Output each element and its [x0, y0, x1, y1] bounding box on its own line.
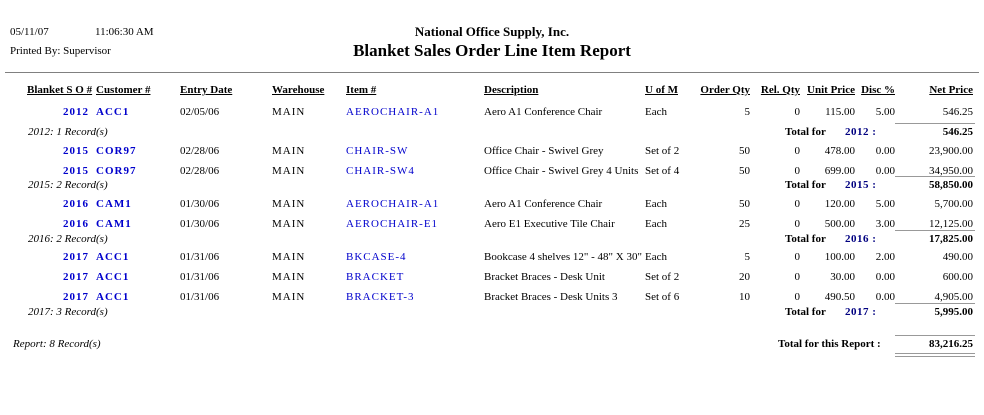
report-record-count: Report: 8 Record(s) [13, 338, 101, 350]
cell-item-number[interactable]: BRACKET-3 [346, 291, 415, 303]
cell-disc-pct: 5.00 [875, 198, 895, 210]
cell-net-price: 34,950.00 [929, 165, 973, 177]
cell-disc-pct: 2.00 [875, 251, 895, 263]
group-total-label: Total for [785, 233, 826, 245]
cell-unit-price: 30.00 [830, 271, 855, 283]
group-record-count: 2012: 1 Record(s) [28, 126, 108, 138]
cell-order-qty: 5 [744, 251, 750, 263]
cell-order-qty: 50 [739, 145, 750, 157]
cell-item-number[interactable]: BKCASE-4 [346, 251, 407, 263]
report-total-label: Total for this Report : [778, 338, 881, 350]
cell-disc-pct: 3.00 [875, 218, 895, 230]
cell-unit-price: 100.00 [824, 251, 855, 263]
cell-blanket-so-number[interactable]: 2015 [63, 145, 89, 157]
cell-customer-number[interactable]: COR97 [96, 145, 137, 157]
table-row [0, 106, 984, 120]
cell-item-number[interactable]: CHAIR-SW [346, 145, 409, 157]
cell-unit-price: 490.50 [824, 291, 855, 303]
cell-item-number[interactable]: CHAIR-SW4 [346, 165, 415, 177]
cell-disc-pct: 0.00 [875, 145, 895, 157]
cell-order-qty: 50 [739, 198, 750, 210]
report-footer-row [0, 338, 984, 352]
report-total-amount: 83,216.25 [929, 338, 973, 350]
cell-uom: Each [645, 218, 667, 230]
group-total-year: 2012 : [845, 126, 877, 138]
group-footer-row [0, 233, 984, 247]
header-blanket-so[interactable]: Blanket S O # [27, 84, 93, 96]
cell-rel-qty: 0 [794, 145, 800, 157]
total-overline [895, 123, 975, 124]
cell-net-price: 600.00 [942, 271, 973, 283]
total-overline [895, 303, 975, 304]
header-item[interactable]: Item # [346, 84, 377, 96]
header-disc-pct[interactable]: Disc % [861, 84, 895, 96]
cell-warehouse: MAIN [272, 106, 306, 118]
cell-description: Aero E1 Executive Tile Chair [484, 218, 615, 230]
header-unit-price[interactable]: Unit Price [807, 84, 855, 96]
cell-description: Bracket Braces - Desk Unit [484, 271, 605, 283]
table-row [0, 145, 984, 159]
cell-rel-qty: 0 [794, 251, 800, 263]
header-rel-qty[interactable]: Rel. Qty [760, 84, 800, 96]
cell-description: Office Chair - Swivel Grey [484, 145, 604, 157]
cell-warehouse: MAIN [272, 165, 306, 177]
cell-net-price: 23,900.00 [929, 145, 973, 157]
table-row [0, 271, 984, 285]
cell-rel-qty: 0 [794, 106, 800, 118]
cell-description: Aero A1 Conference Chair [484, 106, 603, 118]
cell-entry-date: 02/05/06 [180, 106, 220, 118]
cell-blanket-so-number[interactable]: 2017 [63, 251, 89, 263]
cell-blanket-so-number[interactable]: 2016 [63, 218, 89, 230]
cell-item-number[interactable]: BRACKET [346, 271, 405, 283]
cell-net-price: 12,125.00 [929, 218, 973, 230]
cell-description: Bracket Braces - Desk Units 3 [484, 291, 618, 303]
cell-unit-price: 120.00 [824, 198, 855, 210]
header-uom[interactable]: U of M [645, 84, 678, 96]
company-name: National Office Supply, Inc. [414, 24, 570, 39]
print-time: 11:06:30 AM [95, 26, 154, 38]
table-row [0, 198, 984, 212]
group-total-amount: 17,825.00 [929, 233, 973, 245]
cell-warehouse: MAIN [272, 251, 306, 263]
group-record-count: 2017: 3 Record(s) [28, 306, 108, 318]
header-net-price[interactable]: Net Price [929, 84, 973, 96]
cell-unit-price: 699.00 [824, 165, 855, 177]
cell-warehouse: MAIN [272, 198, 306, 210]
page-title: Blanket Sales Order Line Item Report [353, 41, 631, 60]
cell-description: Bookcase 4 shelves 12" - 48" X 30" [484, 251, 642, 263]
cell-rel-qty: 0 [794, 271, 800, 283]
cell-order-qty: 50 [739, 165, 750, 177]
group-record-count: 2015: 2 Record(s) [28, 179, 108, 191]
cell-disc-pct: 0.00 [875, 271, 895, 283]
table-row [0, 291, 984, 305]
cell-warehouse: MAIN [272, 271, 306, 283]
cell-net-price: 4,905.00 [934, 291, 973, 303]
cell-uom: Each [645, 251, 667, 263]
cell-order-qty: 25 [739, 218, 750, 230]
cell-blanket-so-number[interactable]: 2016 [63, 198, 89, 210]
cell-uom: Set of 2 [645, 145, 680, 157]
report-total-underline [895, 353, 975, 357]
cell-unit-price: 478.00 [824, 145, 855, 157]
cell-entry-date: 02/28/06 [180, 165, 220, 177]
cell-order-qty: 5 [744, 106, 750, 118]
table-header-row [0, 84, 984, 98]
cell-uom: Each [645, 198, 667, 210]
cell-description: Aero A1 Conference Chair [484, 198, 603, 210]
cell-entry-date: 01/31/06 [180, 291, 220, 303]
cell-warehouse: MAIN [272, 145, 306, 157]
group-total-year: 2017 : [845, 306, 877, 318]
cell-unit-price: 500.00 [824, 218, 855, 230]
table-row [0, 218, 984, 232]
cell-uom: Set of 6 [645, 291, 680, 303]
printed-by-label: Printed By: Supervisor [10, 45, 111, 57]
header-description[interactable]: Description [484, 84, 539, 96]
cell-unit-price: 115.00 [825, 106, 855, 118]
header-divider [5, 72, 979, 73]
cell-net-price: 546.25 [942, 106, 973, 118]
cell-entry-date: 01/31/06 [180, 271, 220, 283]
cell-net-price: 5,700.00 [934, 198, 973, 210]
group-footer-row [0, 306, 984, 320]
cell-rel-qty: 0 [794, 291, 800, 303]
cell-order-qty: 20 [739, 271, 750, 283]
cell-entry-date: 02/28/06 [180, 145, 220, 157]
table-row [0, 251, 984, 265]
group-total-year: 2016 : [845, 233, 877, 245]
cell-uom: Set of 4 [645, 165, 680, 177]
cell-uom: Set of 2 [645, 271, 680, 283]
cell-rel-qty: 0 [794, 218, 800, 230]
group-footer-row [0, 126, 984, 140]
cell-item-number[interactable]: AEROCHAIR-E1 [346, 218, 439, 230]
cell-uom: Each [645, 106, 667, 118]
cell-blanket-so-number[interactable]: 2017 [63, 271, 89, 283]
cell-blanket-so-number[interactable]: 2017 [63, 291, 89, 303]
cell-blanket-so-number[interactable]: 2012 [63, 106, 89, 118]
group-total-amount: 5,995.00 [934, 306, 973, 318]
header-warehouse[interactable]: Warehouse [272, 84, 325, 96]
cell-net-price: 490.00 [942, 251, 973, 263]
header-order-qty[interactable]: Order Qty [700, 84, 750, 96]
cell-warehouse: MAIN [272, 218, 306, 230]
report-total-overline [895, 335, 975, 336]
header-entry-date[interactable]: Entry Date [180, 84, 233, 96]
cell-description: Office Chair - Swivel Grey 4 Units [484, 165, 639, 177]
cell-entry-date: 01/30/06 [180, 218, 220, 230]
group-total-year: 2015 : [845, 179, 877, 191]
group-total-amount: 58,850.00 [929, 179, 973, 191]
group-total-label: Total for [785, 126, 826, 138]
cell-disc-pct: 5.00 [875, 106, 895, 118]
table-row [0, 165, 984, 179]
total-overline [895, 230, 975, 231]
cell-disc-pct: 0.00 [875, 291, 895, 303]
cell-blanket-so-number[interactable]: 2015 [63, 165, 89, 177]
cell-customer-number[interactable]: ACC1 [96, 106, 130, 118]
header-customer[interactable]: Customer # [96, 84, 151, 96]
cell-customer-number[interactable]: ACC1 [96, 271, 130, 283]
cell-entry-date: 01/31/06 [180, 251, 220, 263]
cell-item-number[interactable]: AEROCHAIR-A1 [346, 106, 440, 118]
cell-warehouse: MAIN [272, 291, 306, 303]
cell-customer-number[interactable]: COR97 [96, 165, 137, 177]
group-record-count: 2016: 2 Record(s) [28, 233, 108, 245]
cell-item-number[interactable]: AEROCHAIR-A1 [346, 198, 440, 210]
cell-customer-number[interactable]: ACC1 [96, 251, 130, 263]
cell-rel-qty: 0 [794, 198, 800, 210]
print-date: 05/11/07 [10, 26, 49, 38]
cell-customer-number[interactable]: CAM1 [96, 198, 132, 210]
cell-rel-qty: 0 [794, 165, 800, 177]
cell-customer-number[interactable]: ACC1 [96, 291, 130, 303]
total-overline [895, 176, 975, 177]
cell-entry-date: 01/30/06 [180, 198, 220, 210]
cell-disc-pct: 0.00 [875, 165, 895, 177]
group-total-label: Total for [785, 306, 826, 318]
group-total-label: Total for [785, 179, 826, 191]
cell-customer-number[interactable]: CAM1 [96, 218, 132, 230]
group-footer-row [0, 179, 984, 193]
cell-order-qty: 10 [739, 291, 750, 303]
group-total-amount: 546.25 [942, 126, 973, 138]
